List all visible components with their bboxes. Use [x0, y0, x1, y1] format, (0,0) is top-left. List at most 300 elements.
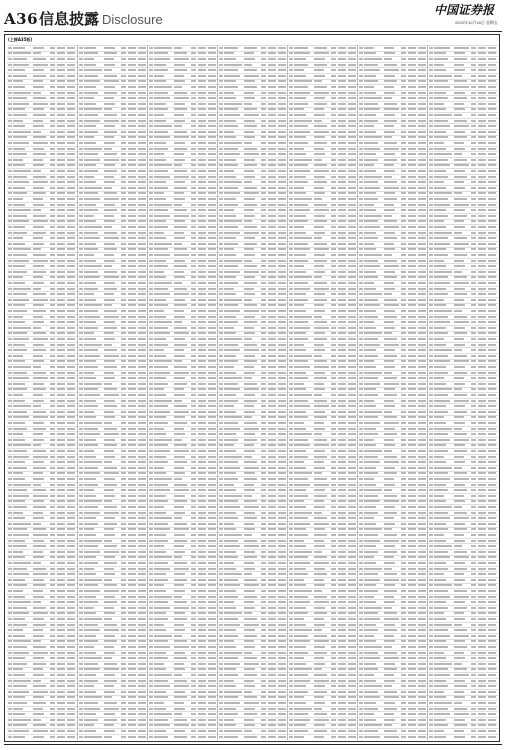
table-cell-text — [13, 506, 27, 508]
table-cell-text — [104, 181, 116, 183]
table-cell-text — [338, 730, 346, 732]
table-cell-text — [8, 411, 12, 413]
table-row-rule — [288, 370, 358, 371]
table-cell-text — [8, 668, 12, 670]
table-cell-text — [79, 416, 83, 418]
table-cell-text — [84, 288, 98, 290]
table-cell-text — [149, 372, 153, 374]
table-cell-text — [84, 282, 96, 284]
table-cell-text — [219, 108, 223, 110]
table-cell-text — [13, 80, 23, 82]
table-cell-text — [138, 467, 146, 469]
table-cell-text — [338, 478, 346, 480]
table-cell-text — [138, 461, 146, 463]
table-cell-text — [418, 187, 426, 189]
table-cell-text — [191, 304, 197, 306]
table-cell-text — [57, 198, 65, 200]
table-cell-text — [418, 86, 426, 88]
table-cell-text — [348, 237, 356, 239]
table-cell-text — [314, 148, 324, 150]
table-cell-text — [128, 237, 136, 239]
table-cell-text — [57, 254, 65, 256]
table-cell-text — [174, 680, 187, 682]
table-cell-text — [224, 394, 236, 396]
table-cell-text — [408, 321, 416, 323]
table-cell-text — [331, 248, 337, 250]
table-cell-text — [104, 708, 119, 710]
table-cell-text — [294, 153, 306, 155]
table-cell-text — [154, 75, 164, 77]
table-cell-text — [8, 416, 12, 418]
table-cell-text — [408, 232, 416, 234]
table-cell-text — [67, 47, 75, 49]
table-cell-text — [261, 260, 267, 262]
table-cell-text — [121, 181, 127, 183]
table-cell-text — [219, 338, 223, 340]
table-cell-text — [13, 736, 25, 738]
table-cell-text — [261, 472, 267, 474]
table-cell-text — [149, 472, 153, 474]
table-cell-text — [418, 304, 426, 306]
table-cell-text — [8, 540, 12, 542]
table-cell-text — [278, 377, 286, 379]
table-cell-text — [149, 646, 153, 648]
table-cell-text — [219, 568, 223, 570]
table-cell-text — [278, 556, 286, 558]
table-cell-text — [154, 97, 169, 99]
table-cell-text — [289, 215, 293, 217]
table-cell-text — [198, 540, 206, 542]
table-row-rule — [358, 314, 428, 315]
table-cell-text — [154, 220, 166, 222]
table-cell-text — [8, 260, 12, 262]
table-cell-text — [314, 153, 326, 155]
table-cell-text — [191, 472, 197, 474]
table-cell-text — [208, 310, 216, 312]
table-cell-text — [338, 551, 346, 553]
table-cell-text — [8, 254, 12, 256]
table-row-rule — [358, 45, 428, 46]
table-cell-text — [154, 232, 164, 234]
table-cell-text — [208, 215, 216, 217]
table-cell-text — [8, 360, 12, 362]
table-cell-text — [224, 310, 239, 312]
table-cell-text — [149, 629, 153, 631]
table-row-rule — [78, 482, 148, 483]
table-cell-text — [50, 327, 56, 329]
table-row-rule — [218, 213, 288, 214]
table-cell-text — [198, 243, 206, 245]
table-cell-text — [191, 176, 197, 178]
table-cell-text — [364, 148, 379, 150]
table-cell-text — [8, 696, 12, 698]
table-cell-text — [338, 159, 346, 161]
table-cell-text — [67, 439, 75, 441]
table-row-rule — [288, 706, 358, 707]
table-cell-text — [418, 271, 426, 273]
table-cell-text — [359, 517, 363, 519]
table-cell-text — [289, 702, 293, 704]
table-cell-text — [348, 282, 356, 284]
table-cell-text — [138, 556, 146, 558]
table-cell-text — [149, 108, 153, 110]
table-cell-text — [8, 601, 12, 603]
table-cell-text — [67, 416, 75, 418]
table-cell-text — [13, 579, 25, 581]
table-cell-text — [174, 80, 186, 82]
table-cell-text — [268, 142, 276, 144]
table-cell-text — [331, 629, 337, 631]
table-cell-text — [364, 366, 376, 368]
table-cell-text — [138, 187, 146, 189]
table-cell-text — [338, 680, 346, 682]
table-cell-text — [84, 108, 101, 110]
table-cell-text — [219, 232, 223, 234]
table-cell-text — [244, 736, 257, 738]
table-cell-text — [138, 243, 146, 245]
table-cell-text — [401, 114, 407, 116]
table-cell-text — [33, 58, 46, 60]
table-cell-text — [174, 685, 189, 687]
table-cell-text — [8, 680, 12, 682]
table-cell-text — [121, 450, 127, 452]
table-cell-text — [191, 640, 197, 642]
table-cell-text — [261, 730, 267, 732]
table-row-rule — [148, 353, 218, 354]
table-cell-text — [364, 237, 378, 239]
table-cell-text — [359, 114, 363, 116]
table-row-rule — [148, 633, 218, 634]
table-cell-text — [79, 47, 83, 49]
table-cell-text — [348, 164, 356, 166]
table-cell-text — [128, 209, 136, 211]
table-cell-text — [364, 383, 379, 385]
table-cell-text — [84, 736, 101, 738]
table-row-rule — [288, 521, 358, 522]
table-cell-text — [154, 584, 164, 586]
table-cell-text — [208, 674, 216, 676]
table-cell-text — [138, 349, 146, 351]
table-cell-text — [149, 125, 153, 127]
table-cell-text — [289, 209, 293, 211]
table-cell-text — [198, 254, 206, 256]
table-cell-text — [138, 114, 146, 116]
table-cell-text — [33, 97, 46, 99]
table-cell-text — [149, 58, 153, 60]
table-cell-text — [289, 668, 293, 670]
table-row-rule — [358, 521, 428, 522]
table-cell-text — [67, 713, 75, 715]
table-cell-text — [244, 573, 252, 575]
table-cell-text — [289, 556, 293, 558]
table-cell-text — [338, 344, 346, 346]
table-cell-text — [384, 478, 394, 480]
table-cell-text — [50, 97, 56, 99]
table-row-rule — [288, 90, 358, 91]
table-cell-text — [174, 243, 182, 245]
table-cell-text — [104, 120, 119, 122]
table-cell-text — [191, 153, 197, 155]
table-row-rule — [288, 157, 358, 158]
table-cell-text — [138, 696, 146, 698]
table-cell-text — [364, 433, 378, 435]
table-cell-text — [149, 517, 153, 519]
table-cell-text — [278, 663, 286, 665]
table-row-rule — [218, 409, 288, 410]
table-cell-text — [191, 545, 197, 547]
table-cell-text — [294, 248, 309, 250]
table-row-rule — [288, 62, 358, 63]
table-cell-text — [33, 92, 41, 94]
table-cell-text — [208, 136, 216, 138]
table-cell-text — [57, 461, 65, 463]
table-cell-text — [244, 86, 257, 88]
table-cell-text — [79, 383, 83, 385]
table-cell-text — [219, 523, 223, 525]
table-cell-text — [154, 528, 169, 530]
table-cell-text — [198, 198, 206, 200]
table-cell-text — [359, 467, 363, 469]
table-cell-text — [8, 612, 12, 614]
table-cell-text — [268, 338, 276, 340]
table-cell-text — [261, 573, 267, 575]
table-cell-text — [261, 400, 267, 402]
table-cell-text — [50, 657, 56, 659]
table-row-rule — [358, 90, 428, 91]
table-row-rule — [148, 146, 218, 147]
table-cell-text — [149, 394, 153, 396]
table-cell-text — [268, 540, 276, 542]
table-cell-text — [408, 243, 416, 245]
table-cell-text — [359, 372, 363, 374]
table-row-rule — [358, 230, 428, 231]
table-cell-text — [138, 528, 146, 530]
table-cell-text — [8, 685, 12, 687]
table-cell-text — [104, 327, 117, 329]
table-cell-text — [219, 422, 223, 424]
table-cell-text — [278, 635, 286, 637]
table-cell-text — [121, 472, 127, 474]
table-cell-text — [121, 523, 127, 525]
table-cell-text — [418, 338, 426, 340]
table-cell-text — [174, 304, 187, 306]
table-cell-text — [174, 125, 182, 127]
table-cell-text — [104, 232, 117, 234]
table-cell-text — [121, 304, 127, 306]
table-cell-text — [154, 467, 164, 469]
table-cell-text — [50, 456, 56, 458]
table-cell-text — [67, 271, 75, 273]
table-cell-text — [359, 422, 363, 424]
table-cell-text — [79, 472, 83, 474]
table-cell-text — [244, 556, 257, 558]
table-cell-text — [294, 58, 306, 60]
table-cell-text — [364, 512, 378, 514]
table-cell-text — [154, 685, 169, 687]
table-cell-text — [278, 512, 286, 514]
table-cell-text — [348, 472, 356, 474]
table-cell-text — [338, 556, 346, 558]
table-cell-text — [138, 58, 146, 60]
table-cell-text — [208, 260, 216, 262]
table-cell-text — [104, 80, 119, 82]
table-cell-text — [50, 461, 56, 463]
table-cell-text — [219, 489, 223, 491]
table-cell-text — [208, 114, 216, 116]
table-row-rule — [78, 538, 148, 539]
table-cell-text — [50, 523, 56, 525]
table-cell-text — [268, 372, 276, 374]
table-cell-text — [198, 366, 206, 368]
table-cell-text — [67, 512, 75, 514]
table-cell-text — [79, 657, 83, 659]
table-cell-text — [149, 299, 153, 301]
table-cell-text — [338, 332, 346, 334]
table-cell-text — [121, 405, 127, 407]
table-cell-text — [224, 131, 234, 133]
table-cell-text — [149, 304, 153, 306]
table-cell-text — [149, 618, 153, 620]
table-cell-text — [278, 506, 286, 508]
table-cell-text — [50, 226, 56, 228]
table-cell-text — [338, 405, 346, 407]
table-cell-text — [208, 192, 216, 194]
table-row-rule — [288, 185, 358, 186]
table-cell-text — [401, 232, 407, 234]
table-cell-text — [191, 500, 197, 502]
table-cell-text — [191, 131, 197, 133]
table-cell-text — [418, 478, 426, 480]
table-cell-text — [174, 668, 186, 670]
table-cell-text — [294, 355, 311, 357]
table-cell-text — [289, 573, 293, 575]
table-cell-text — [79, 276, 83, 278]
table-cell-text — [191, 652, 197, 654]
table-cell-text — [13, 657, 25, 659]
table-cell-text — [149, 310, 153, 312]
table-cell-text — [289, 461, 293, 463]
table-cell-text — [128, 52, 136, 54]
table-cell-text — [174, 52, 187, 54]
table-cell-text — [219, 187, 223, 189]
table-cell-text — [219, 103, 223, 105]
table-cell-text — [138, 304, 146, 306]
table-cell-text — [338, 276, 346, 278]
table-cell-text — [401, 254, 407, 256]
table-cell-text — [418, 534, 426, 536]
table-cell-text — [359, 237, 363, 239]
table-cell-text — [33, 545, 46, 547]
table-cell-text — [138, 75, 146, 77]
table-cell-text — [138, 131, 146, 133]
table-cell-text — [128, 103, 136, 105]
table-cell-text — [314, 394, 322, 396]
table-cell-text — [268, 327, 276, 329]
table-cell-text — [8, 170, 12, 172]
table-cell-text — [359, 506, 363, 508]
table-cell-text — [198, 321, 206, 323]
table-cell-text — [219, 596, 223, 598]
table-cell-text — [149, 456, 153, 458]
table-cell-text — [79, 523, 83, 525]
table-cell-text — [384, 92, 396, 94]
table-cell-text — [8, 114, 12, 116]
table-cell-text — [261, 80, 267, 82]
table-cell-text — [348, 47, 356, 49]
table-cell-text — [104, 136, 114, 138]
table-cell-text — [33, 310, 46, 312]
table-cell-text — [174, 702, 184, 704]
table-cell-text — [154, 489, 169, 491]
table-cell-text — [348, 500, 356, 502]
table-cell-text — [84, 187, 101, 189]
table-cell-text — [128, 125, 136, 127]
table-cell-text — [261, 226, 267, 228]
table-cell-text — [121, 422, 127, 424]
table-cell-text — [104, 192, 117, 194]
table-cell-text — [278, 478, 286, 480]
table-cell-text — [401, 411, 407, 413]
table-cell-text — [244, 596, 257, 598]
table-cell-text — [128, 629, 136, 631]
table-row-rule — [358, 185, 428, 186]
table-cell-text — [174, 64, 186, 66]
table-cell-text — [154, 282, 171, 284]
table-cell-text — [8, 674, 12, 676]
table-cell-text — [401, 545, 407, 547]
table-cell-text — [314, 584, 326, 586]
table-cell-text — [278, 282, 286, 284]
table-cell-text — [33, 624, 46, 626]
table-cell-text — [104, 108, 112, 110]
table-cell-text — [50, 237, 56, 239]
table-cell-text — [79, 467, 83, 469]
table-cell-text — [261, 540, 267, 542]
table-cell-text — [278, 590, 286, 592]
table-cell-text — [348, 80, 356, 82]
table-cell-text — [289, 433, 293, 435]
table-cell-text — [208, 534, 216, 536]
table-cell-text — [149, 198, 153, 200]
table-cell-text — [57, 321, 65, 323]
table-cell-text — [33, 125, 45, 127]
table-cell-text — [338, 265, 346, 267]
table-cell-text — [408, 153, 416, 155]
table-cell-text — [79, 500, 83, 502]
table-cell-text — [149, 450, 153, 452]
table-cell-text — [57, 556, 65, 558]
table-cell-text — [57, 545, 65, 547]
table-cell-text — [348, 551, 356, 553]
table-cell-text — [198, 215, 206, 217]
table-cell-text — [338, 416, 346, 418]
table-cell-text — [408, 456, 416, 458]
table-row-rule — [7, 465, 77, 466]
table-row-rule — [78, 241, 148, 242]
table-cell-text — [33, 685, 46, 687]
table-cell-text — [244, 226, 257, 228]
section-title-cn: 信息披露 — [39, 10, 100, 28]
table-row-rule — [148, 538, 218, 539]
table-cell-text — [57, 534, 65, 536]
table-row-rule — [7, 314, 77, 315]
table-cell-text — [84, 276, 99, 278]
table-cell-text — [13, 685, 27, 687]
table-cell-text — [338, 282, 346, 284]
table-row-rule — [148, 370, 218, 371]
table-cell-text — [198, 108, 206, 110]
table-cell-text — [174, 500, 187, 502]
